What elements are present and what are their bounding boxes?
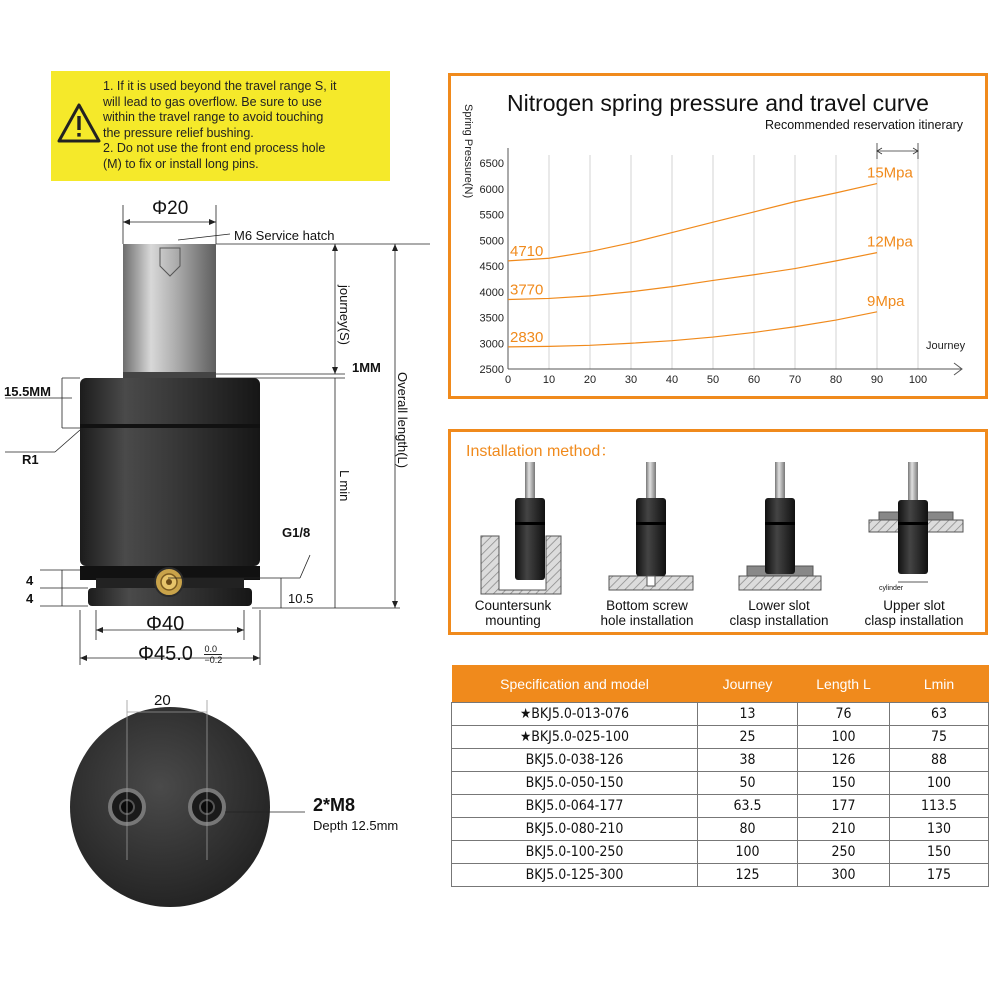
series-start-label: 4710 [510, 242, 544, 260]
caption-line: Upper slot [883, 598, 945, 613]
cell-length: 210 [798, 818, 890, 841]
cell-lmin: 130 [890, 818, 989, 841]
cell-length: 250 [798, 841, 890, 864]
cell-lmin: 75 [890, 726, 989, 749]
d105-label: 10.5 [288, 591, 314, 606]
series-line [508, 253, 877, 300]
cell-journey: 63.5 [698, 795, 798, 818]
service-hatch-label: M6 Service hatch [234, 228, 335, 243]
chart-subtitle: Recommended reservation itinerary [764, 118, 963, 132]
install-countersunk [481, 462, 561, 594]
y-tick-label: 6000 [479, 183, 504, 196]
header-journey: Journey [698, 665, 798, 703]
cell-lmin: 150 [890, 841, 989, 864]
x-tick-label: 50 [706, 374, 720, 386]
phi45-label [138, 643, 222, 666]
phi45-value: Φ45.0 [138, 643, 193, 665]
install-upper-slot [869, 462, 963, 582]
cell-model: BKJ5.0-100-250 [452, 841, 698, 864]
install-bottom-screw [609, 462, 693, 590]
warning-line: the pressure relief bushing. [103, 125, 254, 140]
journey-s-label: journey(S) [337, 285, 352, 345]
caption-line: clasp installation [864, 613, 964, 628]
x-tick-label: 20 [583, 374, 597, 386]
installation-title: Installation method： [466, 443, 617, 460]
tolerance-upper: 0.0 [204, 644, 222, 655]
series-line [508, 312, 877, 347]
table-row [452, 795, 989, 818]
y-axis-label: Spring Pressure(N) [462, 104, 474, 199]
x-tick-label: 40 [665, 374, 679, 386]
cell-journey: 38 [698, 749, 798, 772]
y-tick-label: 6500 [479, 158, 504, 170]
header-length: Length L [798, 665, 890, 703]
x-tick-label: 0 [504, 374, 512, 386]
spec-table [451, 665, 989, 887]
caption-line: Countersunk [474, 598, 552, 613]
cell-length: 100 [798, 726, 890, 749]
table-row [452, 818, 989, 841]
cell-model: ★BKJ5.0-013-076 [452, 703, 698, 726]
cell-model: ★BKJ5.0-025-100 [452, 726, 698, 749]
installation-caption [849, 598, 979, 628]
piston-rod [123, 244, 216, 374]
cylinder-note: cylinder [879, 585, 904, 592]
y-tick-label: 3000 [479, 338, 504, 351]
cell-lmin: 113.5 [890, 795, 989, 818]
four-label-a: 4 [26, 573, 34, 588]
cell-lmin: 175 [890, 864, 989, 887]
four-label-b: 4 [26, 591, 34, 606]
series-name-label: 12Mpa [867, 233, 913, 251]
caption-line: clasp installation [729, 613, 829, 628]
installation-caption [448, 598, 578, 628]
x-tick-label: 10 [542, 374, 556, 386]
caption-line: Bottom screw [606, 598, 688, 613]
cell-length: 126 [798, 749, 890, 772]
caption-line: mounting [485, 613, 541, 628]
phi20-label: Φ20 [152, 198, 189, 219]
chart-title: Nitrogen spring pressure and travel curve [507, 90, 929, 116]
y-tick-label: 4000 [479, 286, 504, 299]
x-tick-label: 90 [870, 374, 884, 386]
x-axis-label: Journey [926, 340, 966, 352]
series-name-label: 15Mpa [867, 164, 913, 182]
table-row [452, 841, 989, 864]
series-start-label: 3770 [510, 281, 544, 299]
cell-lmin: 88 [890, 749, 989, 772]
caption-line: hole installation [600, 613, 694, 628]
cylinder-body [80, 378, 260, 566]
one-mm-label: 1MM [352, 360, 381, 375]
cell-length: 177 [798, 795, 890, 818]
caption-line: Lower slot [748, 598, 810, 613]
y-tick-label: 3500 [479, 312, 504, 325]
y-tick-label: 5000 [479, 235, 504, 248]
lmin-label: L min [337, 470, 352, 502]
bottom-view [70, 700, 305, 907]
cell-journey: 50 [698, 772, 798, 795]
cell-journey: 100 [698, 841, 798, 864]
technical-drawing [0, 0, 440, 993]
x-tick-label: 100 [908, 374, 928, 386]
cell-model: BKJ5.0-038-126 [452, 749, 698, 772]
warning-line: within the travel range to avoid touching [103, 110, 324, 124]
bottom-20-label: 20 [154, 692, 171, 709]
cell-journey: 125 [698, 864, 798, 887]
table-row [452, 864, 989, 887]
r1-label: R1 [22, 452, 39, 467]
series-start-label: 2830 [510, 328, 544, 346]
x-tick-label: 30 [624, 374, 638, 386]
depth-label: Depth 12.5mm [313, 818, 399, 833]
x-tick-label: 80 [829, 374, 843, 386]
warning-line: 2. Do not use the front end process hole [103, 141, 326, 155]
g18-label: G1/8 [282, 525, 311, 540]
cell-model: BKJ5.0-080-210 [452, 818, 698, 841]
g18-port [155, 568, 183, 596]
pressure-chart [451, 76, 985, 396]
d15-label: 15.5MM [4, 384, 51, 399]
header-spec: Specification and model [452, 665, 698, 703]
cell-journey: 13 [698, 703, 798, 726]
m8-label: 2*M8 [313, 795, 356, 815]
series-line [508, 184, 877, 261]
cell-journey: 25 [698, 726, 798, 749]
x-tick-label: 70 [788, 374, 802, 386]
chart-panel [448, 73, 988, 399]
cell-model: BKJ5.0-125-300 [452, 864, 698, 887]
installation-caption [582, 598, 712, 628]
cell-length: 150 [798, 772, 890, 795]
table-header-row [452, 665, 989, 703]
y-tick-label: 2500 [479, 364, 504, 376]
table-row [452, 749, 989, 772]
cell-lmin: 63 [890, 703, 989, 726]
x-tick-label: 60 [747, 374, 761, 386]
series-name-label: 9Mpa [867, 292, 905, 310]
cell-model: BKJ5.0-050-150 [452, 772, 698, 795]
cell-journey: 80 [698, 818, 798, 841]
table-row [452, 726, 989, 749]
overall-length-label: Overall length(L) [395, 372, 410, 469]
tolerance-lower: −0.2 [204, 655, 223, 666]
installation-caption [714, 598, 844, 628]
warning-line: (M) to fix or install long pins. [103, 156, 259, 171]
tolerance [204, 644, 222, 665]
warning-line: 1. If it is used beyond the travel range S, it [103, 79, 337, 93]
install-lower-slot [739, 462, 821, 590]
installation-panel [448, 429, 988, 635]
cell-length: 76 [798, 703, 890, 726]
table-row [452, 772, 989, 795]
cell-lmin: 100 [890, 772, 989, 795]
cell-length: 300 [798, 864, 890, 887]
table-row [452, 703, 989, 726]
header-lmin: Lmin [890, 665, 989, 703]
phi40-label: Φ40 [146, 613, 185, 635]
warning-line: will lead to gas overflow. Be sure to use [103, 94, 322, 109]
y-tick-label: 5500 [479, 209, 504, 222]
cell-model: BKJ5.0-064-177 [452, 795, 698, 818]
y-tick-label: 4500 [479, 261, 504, 273]
